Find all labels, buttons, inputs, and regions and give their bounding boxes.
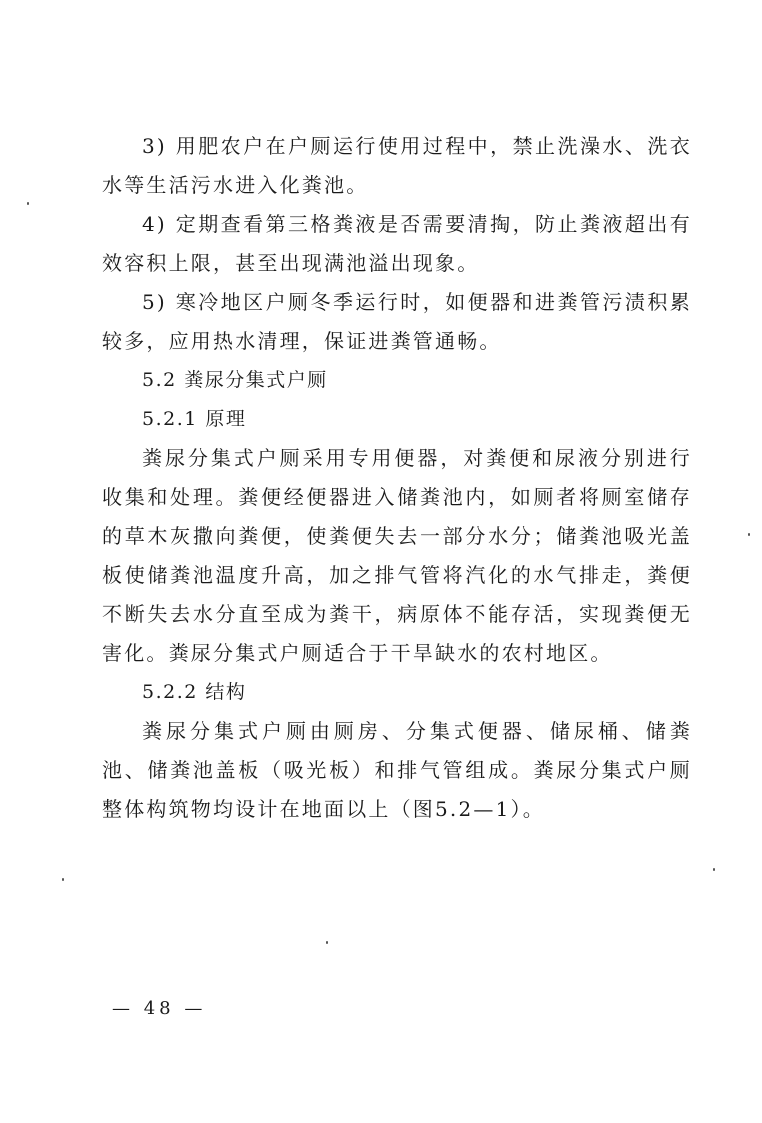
list-item-5: 5) 寒冷地区户厕冬季运行时，如便器和进粪管污渍积累较多，应用热水清理，保证进粪管通畅。 xyxy=(102,290,692,353)
page-number: — 48 — xyxy=(112,998,207,1019)
list-item-4: 4) 定期查看第三格粪液是否需要清掏，防止粪液超出有效容积上限，甚至出现满池溢出现象。 xyxy=(102,212,692,275)
principle-paragraph: 粪尿分集式户厕采用专用便器，对粪便和尿液分别进行收集和处理。粪便经便器进入储粪池内，如厕者将厕室储存的草木灰撒向粪便，使粪便失去一部分水分；储粪池吸光盖板使储粪池温度升高，加之排气管将汽化的水气排走，粪便不断失去水分直至成为粪干，病原体不能存活，实现粪便无害化。粪尿分集式户厕适合于干旱缺水的农村地区。 xyxy=(102,446,692,665)
scan-speck xyxy=(326,941,328,944)
scan-speck xyxy=(713,868,715,871)
scan-speck xyxy=(62,878,64,881)
list-item-3: 3) 用肥农户在户厕运行使用过程中，禁止洗澡水、洗衣水等生活污水进入化粪池。 xyxy=(102,134,692,197)
scan-speck xyxy=(748,533,750,536)
scan-speck xyxy=(27,202,29,205)
structure-paragraph: 粪尿分集式户厕由厕房、分集式便器、储尿桶、储粪池、储粪池盖板（吸光板）和排气管组成。粪尿分集式户厕整体构筑物均设计在地面以上（图5.2—1）。 xyxy=(102,719,692,821)
section-heading-5-2-1: 5.2.1 原理 xyxy=(142,408,247,430)
section-heading-5-2-2: 5.2.2 结构 xyxy=(142,681,247,703)
section-heading-5-2: 5.2 粪尿分集式户厕 xyxy=(142,369,328,391)
